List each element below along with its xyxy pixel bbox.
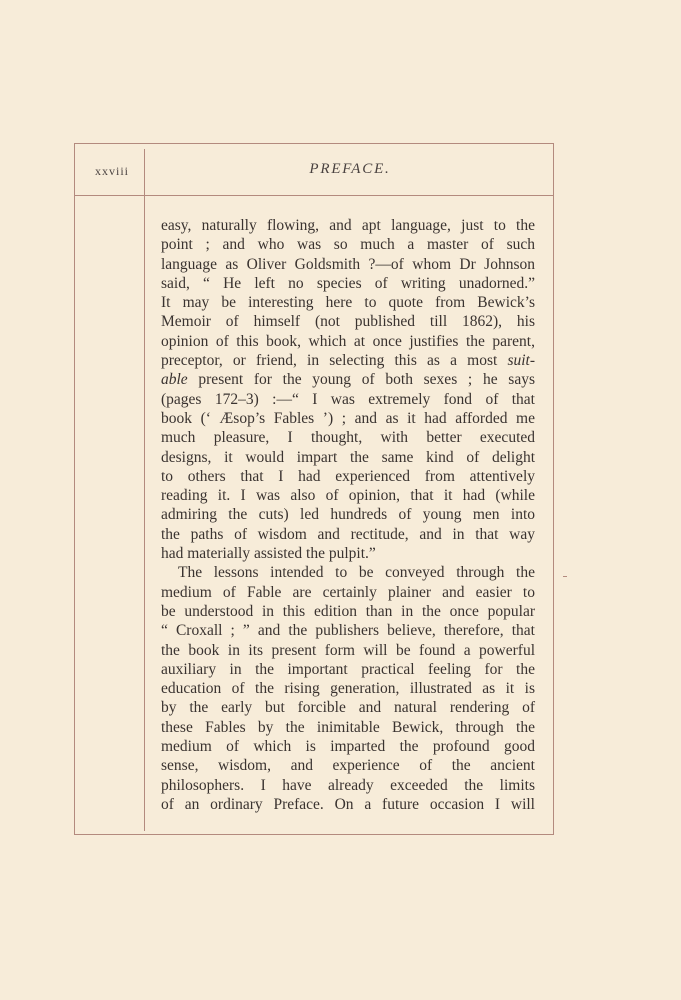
text-line: education of the rising generation, illustrated as it is — [161, 680, 535, 698]
text-line: these Fables by the inimitable Bewick, through the — [161, 718, 535, 736]
page-number: xxviii — [95, 164, 130, 178]
text-line: It may be interesting here to quote from Bewick’s — [161, 294, 535, 312]
text-line: Memoir of himself (not published till 1862), his — [161, 313, 535, 331]
text-line-with-italic: able present for the young of both sexes ; he says — [161, 371, 535, 389]
text-line: designs, it would impart the same kind of delight — [161, 448, 535, 466]
text-line: of an ordinary Preface. On a future occasion I will — [161, 795, 535, 813]
text-line: the paths of wisdom and rectitude, and in that way — [161, 525, 535, 543]
text-line: easy, naturally flowing, and apt language, just to the — [161, 217, 535, 234]
text-line: to others that I had experienced from attentively — [161, 467, 535, 485]
text-line: opinion of this book, which at once justifies the parent, — [161, 332, 535, 350]
paragraph-start-line: The lessons intended to be conveyed through the — [178, 564, 535, 582]
text-line: the book in its present form will be found a powerful — [161, 641, 535, 659]
text-line: auxiliary in the important practical feeling for the — [161, 660, 535, 678]
text-line: be understood in this edition than in the once popular — [161, 602, 535, 620]
text-line: medium of Fable are certainly plainer and easier to — [161, 583, 535, 601]
text-line: much pleasure, I thought, with better executed — [161, 429, 535, 447]
text-line: admiring the cuts) led hundreds of young men into — [161, 506, 535, 524]
italic-word: suit- — [507, 352, 535, 370]
text-line: point ; and who was so much a master of such — [161, 236, 535, 254]
preface-body — [161, 216, 535, 814]
text-line: philosophers. I have already exceeded the limits — [161, 776, 535, 794]
text-line: sense, wisdom, and experience of the ancient — [161, 757, 535, 775]
text-line: “ Croxall ; ” and the publishers believe, therefore, that — [161, 622, 535, 640]
text-line: by the early but forcible and natural rendering of — [161, 699, 535, 717]
text-line: reading it. I was also of opinion, that it had (while — [161, 487, 535, 505]
italic-word: able — [161, 371, 188, 389]
text-line: book (‘ Æsop’s Fables ’) ; and as it had afforded me — [161, 409, 535, 427]
margin-mark — [563, 576, 567, 577]
running-title: PREFACE. — [309, 161, 391, 177]
text-line: said, “ He left no species of writing unadorned.” — [161, 274, 535, 292]
text-line: language as Oliver Goldsmith ?—of whom Dr Johnson — [161, 255, 535, 273]
header-rule — [75, 195, 553, 196]
margin-rule-vertical — [144, 149, 145, 831]
text-line: (pages 172–3) :—“ I was extremely fond of that — [161, 390, 535, 408]
text-line-with-italic: preceptor, or friend, in selecting this as a most suit- — [161, 352, 535, 370]
text-line: medium of which is imparted the profound good — [161, 738, 535, 756]
paragraph-end-line: had materially assisted the pulpit.” — [161, 545, 376, 563]
